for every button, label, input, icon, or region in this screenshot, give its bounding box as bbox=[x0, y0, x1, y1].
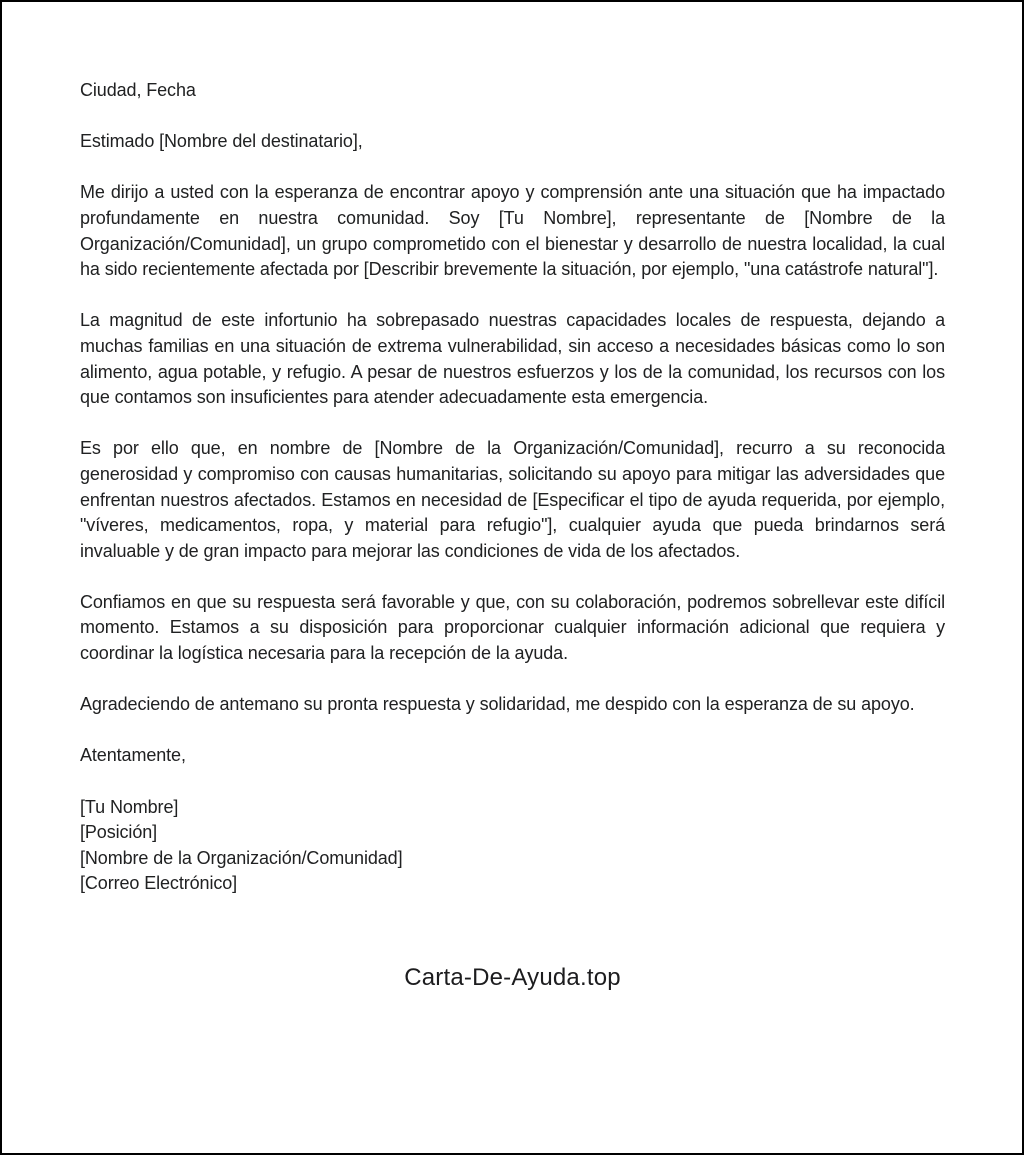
letter-paragraph-situation: La magnitud de este infortunio ha sobrepasado nuestras capacidades locales de respuesta, dejando a muchas familias en una situación de extrema vulnerabilidad, sin acceso a necesidades básicas como lo son alimento, agua potable, y refugio. A pesar de nuestros esfuerzos y los de la comunidad, los recursos con los que contamos son insuficientes para atender adecuadamente esta emergencia. bbox=[80, 310, 945, 408]
signature-block bbox=[80, 795, 945, 897]
signature-email: [Correo Electrónico] bbox=[80, 873, 238, 894]
letter-dateline: Ciudad, Fecha bbox=[80, 80, 196, 100]
signature-organization: [Nombre de la Organización/Comunidad] bbox=[80, 847, 403, 868]
letter-salutation: Estimado [Nombre del destinatario], bbox=[80, 131, 363, 152]
letter-paragraph-cooperation: Confiamos en que su respuesta será favorable y que, con su colaboración, podremos sobrellevar este difícil momento. Estamos a su disposición para proporcionar cualquier información adicional que requiera y coordinar la logística necesaria para la recepción de la ayuda. bbox=[80, 591, 945, 664]
letter-paragraph-request: Es por ello que, en nombre de [Nombre de la Organización/Comunidad], recurro a su reconocida generosidad y compromiso con causas humanitarias, solicitando su apoyo para mitigar las adversidades que enfrentan nuestros afectados. Estamos en necesidad de [Especificar el tipo de ayuda requerida, por ejemplo, "víveres, medicamentos, ropa, y material para refugio"], cualquier ayuda que pueda brindarnos será invaluable y de gran impacto para mejorar las condiciones de vida de los afectados. bbox=[80, 438, 945, 561]
signature-position: [Posición] bbox=[80, 822, 158, 843]
footer-brand: Carta-De-Ayuda.top bbox=[404, 964, 621, 991]
letter-body bbox=[2, 2, 1022, 994]
letter-paragraph-thanks: Agradeciendo de antemano su pronta respuesta y solidaridad, me despido con la esperanza de su apoyo. bbox=[80, 694, 915, 715]
letter-paragraph-intro: Me dirijo a usted con la esperanza de encontrar apoyo y comprensión ante una situación que ha impactado profundamente en nuestra comunidad. Soy [Tu Nombre], representante de [Nombre de la Organización/Comunidad], un grupo comprometido con el bienestar y desarrollo de nuestra localidad, la cual ha sido recientemente afectada por [Describir brevemente la situación, por ejemplo, "una catástrofe natural"]. bbox=[80, 182, 945, 280]
letter-closing: Atentamente, bbox=[80, 745, 186, 766]
signature-name: [Tu Nombre] bbox=[80, 796, 179, 817]
